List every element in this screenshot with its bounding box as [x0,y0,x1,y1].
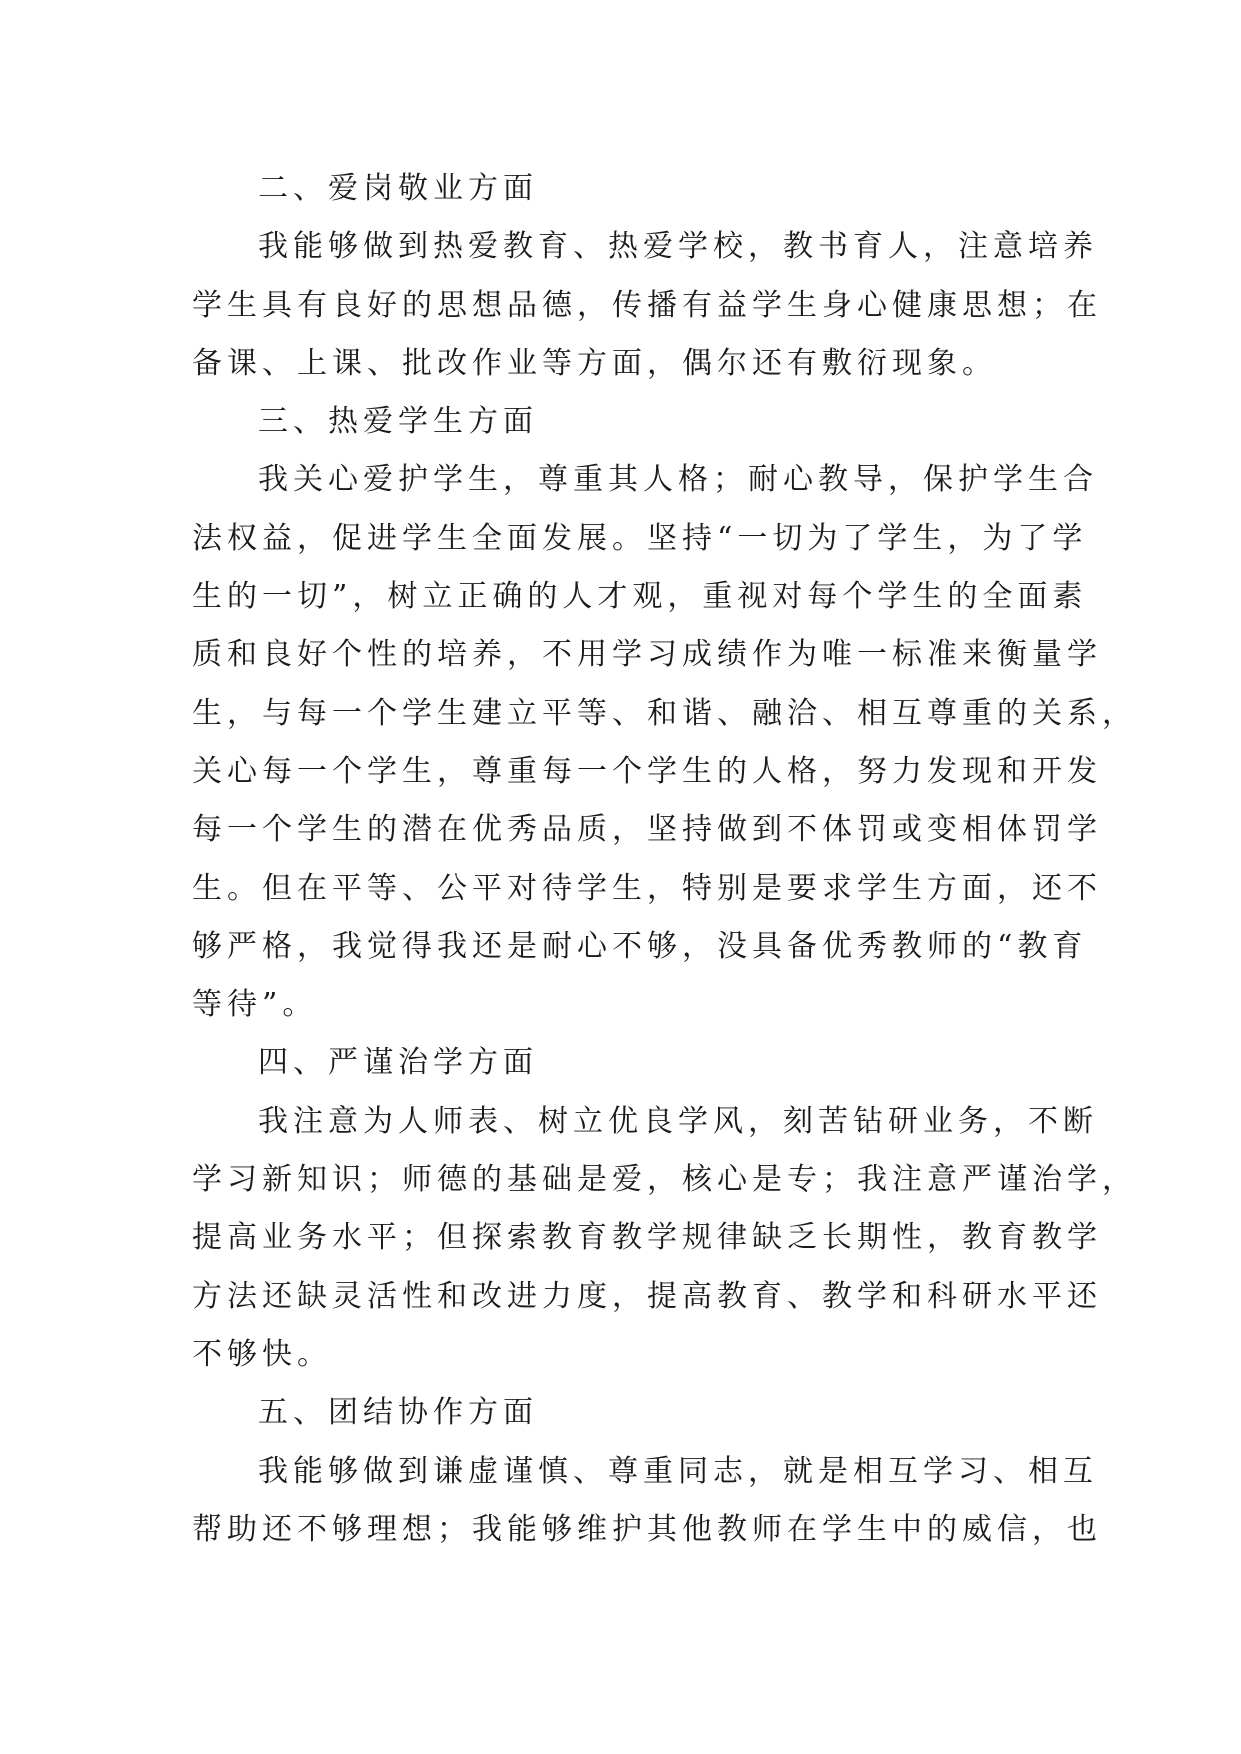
paragraph-line: 我关心爱护学生，尊重其人格；耐心教导，保护学生合 [258,462,1098,498]
paragraph-line: 我注意为人师表、树立优良学风，刻苦钻研业务，不断 [258,1103,1098,1139]
paragraph-line: 生的一切”，树立正确的人才观，重视对每个学生的全面素 [192,579,1088,615]
paragraph-line: 帮助还不够理想；我能够维护其他教师在学生中的威信，也 [192,1511,1102,1547]
paragraph-line: 方法还缺灵活性和改进力度，提高教育、教学和科研水平还 [192,1278,1102,1314]
document-body [192,160,1137,1559]
paragraph-line: 我能够做到热爱教育、热爱学校，教书育人，注意培养 [258,229,1098,265]
paragraph-line: 备课、上课、批改作业等方面，偶尔还有敷衍现象。 [192,345,997,381]
paragraph-line: 我能够做到谦虚谨慎、尊重同志，就是相互学习、相互 [258,1453,1098,1489]
paragraph-line: 关心每一个学生，尊重每一个学生的人格，努力发现和开发 [192,753,1102,789]
paragraph-line: 提高业务水平；但探索教育教学规律缺乏长期性，教育教学 [192,1220,1102,1256]
paragraph-line: 生，与每一个学生建立平等、和谐、融洽、相互尊重的关系， [192,695,1137,731]
paragraph-line: 学生具有良好的思想品德，传播有益学生身心健康思想；在 [192,287,1102,323]
paragraph-line: 够严格，我觉得我还是耐心不够，没具备优秀教师的“教育 [192,928,1088,964]
section-heading: 四、严谨治学方面 [258,1045,538,1081]
paragraph-line: 不够快。 [192,1336,332,1372]
section-heading: 二、爱岗敬业方面 [258,171,538,206]
section-heading: 五、团结协作方面 [258,1395,538,1431]
section-heading: 三、热爱学生方面 [258,404,538,440]
paragraph-line: 质和良好个性的培养，不用学习成绩作为唯一标准来衡量学 [192,637,1102,673]
paragraph-line: 生。但在平等、公平对待学生，特别是要求学生方面，还不 [192,870,1102,906]
paragraph-line: 学习新知识；师德的基础是爱，核心是专；我注意严谨治学， [192,1162,1137,1198]
paragraph-line: 每一个学生的潜在优秀品质，坚持做到不体罚或变相体罚学 [192,812,1102,848]
paragraph-line: 等待”。 [192,987,318,1023]
paragraph-line: 法权益，促进学生全面发展。坚持“一切为了学生，为了学 [192,520,1088,556]
